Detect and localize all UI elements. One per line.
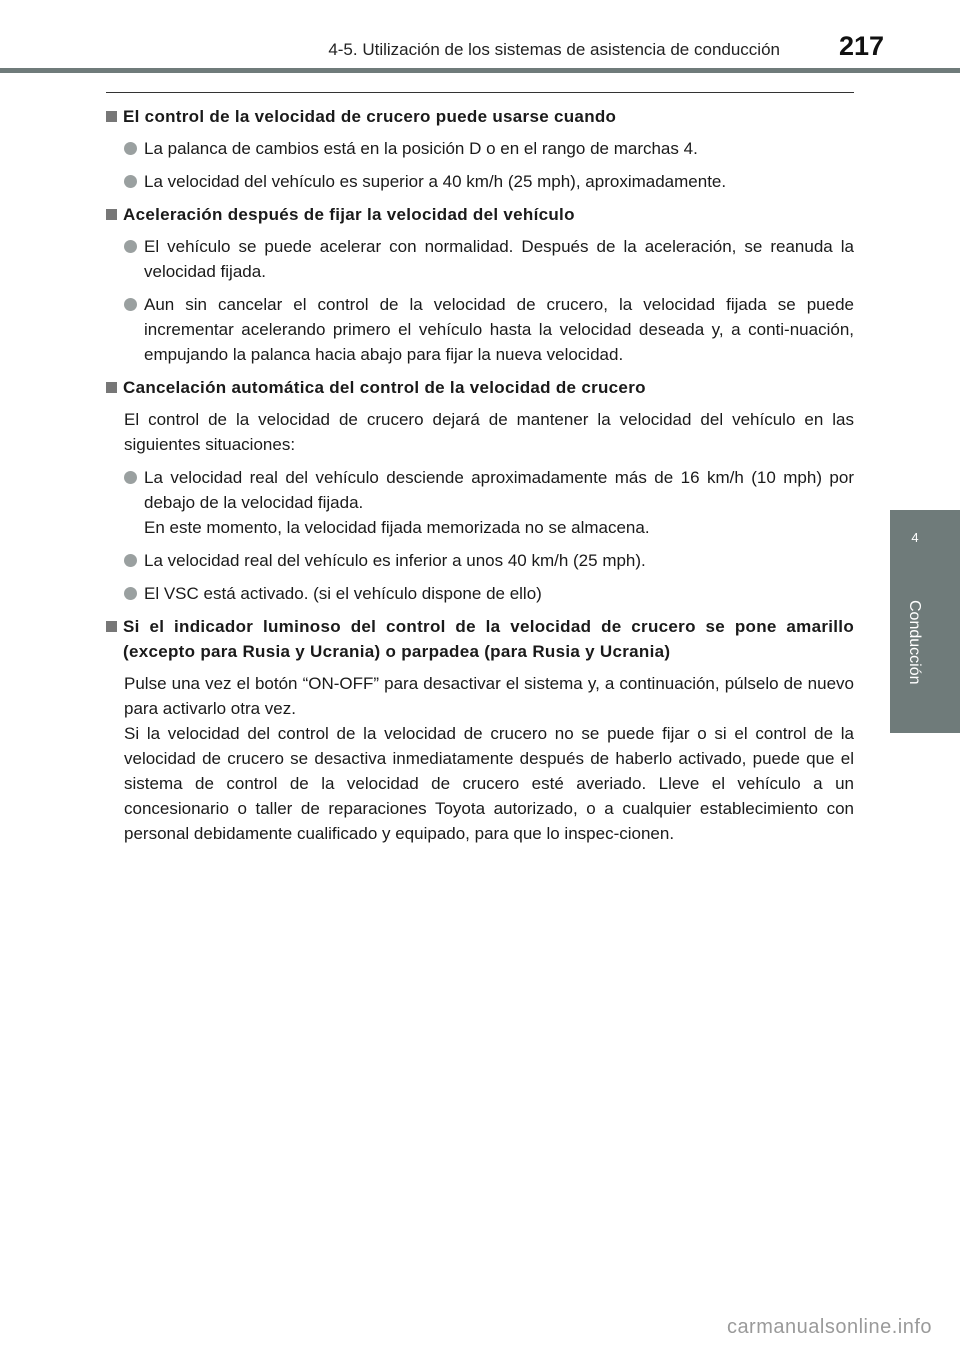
circle-bullet-icon: [124, 142, 137, 155]
bullet-note: En este momento, la velocidad fijada memorizada no se almacena.: [144, 518, 650, 537]
watermark: carmanualsonline.info: [726, 1316, 932, 1338]
square-bullet-icon: [106, 621, 117, 632]
list-item: La velocidad del vehículo es superior a 40 km/h (25 mph), aproximadamente.: [106, 169, 854, 194]
circle-bullet-icon: [124, 554, 137, 567]
header-bar: [0, 68, 960, 73]
list-item: El VSC está activado. (si el vehículo dispone de ello): [106, 581, 854, 606]
circle-bullet-icon: [124, 471, 137, 484]
side-tab-number: 4: [911, 530, 919, 545]
circle-bullet-icon: [124, 298, 137, 311]
circle-bullet-icon: [124, 240, 137, 253]
chapter-title: 4-5. Utilización de los sistemas de asistencia de conducción: [328, 40, 780, 59]
section-heading: Aceleración después de fijar la velocidad del vehículo: [106, 202, 854, 227]
paragraph: Pulse una vez el botón “ON-OFF” para desactivar el sistema y, a continuación, púlselo de nuevo para activarlo otra vez. Si la velocidad del control de la velocidad de crucero no se puede fijar o si el control de la velocidad de crucero se desactiva inmediatamente después de haberlo activado, puede que el sistema de control de la velocidad de crucero esté averiado. Lleve el vehículo a un concesionario o taller de reparaciones Toyota autorizado, o a cualquier establecimiento con personal debidamente cualificado y equipado, para que lo inspec-cionen.: [124, 674, 854, 843]
circle-bullet-icon: [124, 587, 137, 600]
page-content: [106, 104, 854, 854]
page-number: 217: [838, 31, 884, 61]
list-item: Aun sin cancelar el control de la velocidad de crucero, la velocidad fijada se puede incrementar acelerando primero el vehículo hasta la velocidad deseada y, a conti-nuación, empujando la palanca hacia abajo para fijar la nueva velocidad.: [106, 292, 854, 367]
square-bullet-icon: [106, 209, 117, 220]
square-bullet-icon: [106, 382, 117, 393]
section-heading: Si el indicador luminoso del control de la velocidad de crucero se pone amarillo (excepto para Rusia y Ucrania) o parpadea (para Rusia y Ucrania): [106, 614, 854, 664]
square-bullet-icon: [106, 111, 117, 122]
header-rule: [106, 92, 854, 93]
circle-bullet-icon: [124, 175, 137, 188]
list-item: La velocidad real del vehículo es inferior a unos 40 km/h (25 mph).: [106, 548, 854, 573]
section-heading: El control de la velocidad de crucero puede usarse cuando: [106, 104, 854, 129]
paragraph: El control de la velocidad de crucero dejará de mantener la velocidad del vehículo en las siguientes situaciones:: [124, 410, 854, 454]
section-heading: Cancelación automática del control de la velocidad de crucero: [106, 375, 854, 400]
list-item: La palanca de cambios está en la posición D o en el rango de marchas 4.: [106, 136, 854, 161]
list-item: La velocidad real del vehículo desciende aproximadamente más de 16 km/h (10 mph) por debajo de la velocidad fijada. En este momento, la velocidad fijada memorizada no se almacena.: [106, 465, 854, 540]
list-item: El vehículo se puede acelerar con normalidad. Después de la aceleración, se reanuda la velocidad fijada.: [106, 234, 854, 284]
side-tab-label: Conducción: [906, 600, 923, 685]
